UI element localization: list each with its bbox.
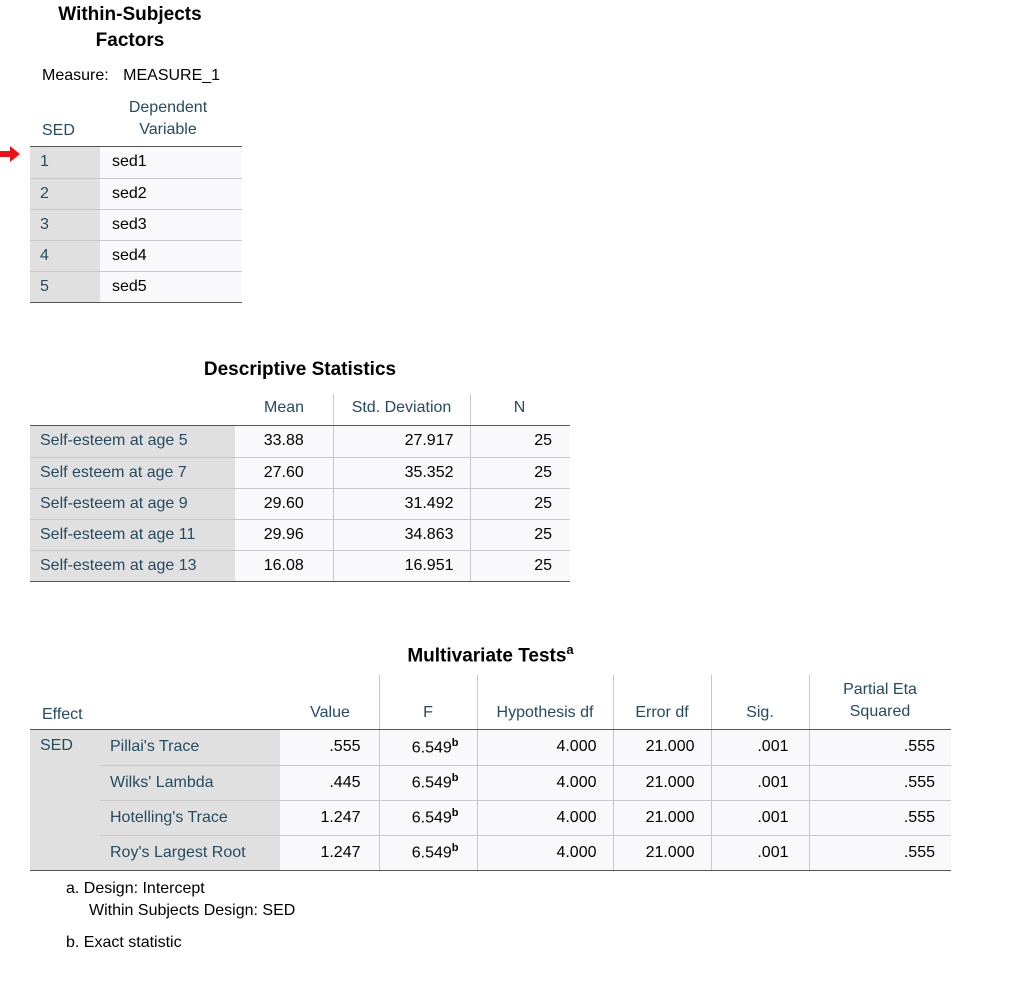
table-row[interactable]	[30, 730, 951, 765]
mv-title	[30, 637, 951, 669]
mv-test: Wilks' Lambda	[100, 765, 280, 800]
wsf-level: 5	[30, 271, 100, 302]
table-row[interactable]	[30, 209, 242, 240]
wsf-level: 1	[30, 147, 100, 178]
desc-sd: 34.863	[333, 519, 470, 550]
mv-f-value: 6.549	[411, 844, 452, 862]
mv-f	[379, 835, 477, 870]
desc-sd: 27.917	[333, 426, 470, 457]
mv-col-f: F	[423, 704, 433, 721]
table-row[interactable]	[30, 765, 951, 800]
measure-label	[42, 67, 220, 85]
desc-col-sd: Std. Deviation	[351, 399, 452, 416]
mv-edf: 21.000	[613, 765, 711, 800]
mv-value: .555	[280, 730, 379, 765]
desc-title: Descriptive Statistics	[203, 359, 397, 380]
mv-col-effect: Effect	[42, 706, 83, 723]
desc-col-n: N	[513, 399, 526, 416]
wsf-var: sed5	[100, 271, 242, 302]
mv-test: Hotelling's Trace	[100, 800, 280, 835]
wsf-title-line2: Factors	[95, 30, 165, 51]
selection-arrow-icon	[0, 146, 20, 162]
desc-mean: 27.60	[235, 457, 333, 488]
desc-mean: 16.08	[235, 550, 333, 581]
mv-col-hypothesis-df: Hypothesis df	[496, 704, 594, 721]
table-row[interactable]	[30, 457, 570, 488]
mv-eta: .555	[809, 800, 951, 835]
mv-f-footnote-marker: b	[451, 737, 459, 750]
desc-sd: 35.352	[333, 457, 470, 488]
mv-eta: .555	[809, 835, 951, 870]
desc-row-label: Self-esteem at age 13	[30, 550, 235, 581]
desc-mean: 29.60	[235, 488, 333, 519]
desc-row-label: Self-esteem at age 11	[30, 519, 235, 550]
mv-col-eta-line2: Squared	[849, 703, 911, 720]
desc-row-label: Self-esteem at age 5	[30, 426, 235, 457]
mv-table	[30, 730, 951, 871]
wsf-level: 2	[30, 178, 100, 209]
desc-mean: 29.96	[235, 519, 333, 550]
wsf-var: sed3	[100, 209, 242, 240]
mv-test: Pillai's Trace	[100, 730, 280, 765]
mv-f-value: 6.549	[411, 774, 452, 792]
desc-n: 25	[470, 457, 570, 488]
table-row[interactable]	[30, 519, 570, 550]
wsf-table	[30, 147, 242, 303]
table-row[interactable]	[30, 147, 242, 178]
measure-label-text: Measure:	[42, 67, 109, 84]
mv-f	[379, 730, 477, 765]
desc-row-label: Self-esteem at age 9	[30, 488, 235, 519]
desc-sd: 31.492	[333, 488, 470, 519]
mv-hdf: 4.000	[477, 730, 613, 765]
mv-col-error-df: Error df	[635, 704, 689, 721]
table-row[interactable]	[30, 426, 570, 457]
mv-f-footnote-marker: b	[451, 842, 459, 855]
mv-edf: 21.000	[613, 730, 711, 765]
mv-value: .445	[280, 765, 379, 800]
wsf-title	[30, 2, 230, 54]
mv-title-footnote-marker: a	[566, 642, 574, 657]
desc-header	[235, 394, 569, 424]
footnote-b: b. Exact statistic	[66, 934, 182, 951]
measure-value: MEASURE_1	[123, 67, 221, 84]
mv-f-footnote-marker: b	[451, 772, 459, 785]
mv-col-sig: Sig.	[746, 704, 774, 721]
mv-sig: .001	[711, 730, 809, 765]
mv-col-value: Value	[310, 704, 350, 721]
wsf-var: sed1	[100, 147, 242, 178]
mv-f	[379, 800, 477, 835]
table-row[interactable]	[30, 271, 242, 302]
desc-n: 25	[470, 488, 570, 519]
wsf-var: sed4	[100, 240, 242, 271]
wsf-title-line1: Within-Subjects	[58, 4, 202, 25]
wsf-var: sed2	[100, 178, 242, 209]
mv-hdf: 4.000	[477, 765, 613, 800]
footnote-a-line1: a. Design: Intercept	[66, 880, 205, 897]
desc-row-label: Self esteem at age 7	[30, 457, 235, 488]
mv-title-text: Multivariate Tests	[407, 645, 567, 667]
mv-sig: .001	[711, 800, 809, 835]
mv-value: 1.247	[280, 800, 379, 835]
mv-sig: .001	[711, 765, 809, 800]
footnote-a-line2: Within Subjects Design: SED	[89, 902, 296, 919]
mv-hdf: 4.000	[477, 800, 613, 835]
table-row[interactable]	[30, 800, 951, 835]
mv-effect: SED	[30, 730, 100, 870]
mv-f-footnote-marker: b	[451, 807, 459, 820]
wsf-col-dep-line2: Variable	[139, 121, 197, 138]
mv-eta: .555	[809, 765, 951, 800]
mv-value: 1.247	[280, 835, 379, 870]
mv-sig: .001	[711, 835, 809, 870]
desc-col-mean: Mean	[263, 399, 305, 416]
desc-sd: 16.951	[333, 550, 470, 581]
wsf-col-dep	[100, 97, 236, 141]
mv-f-value: 6.549	[411, 739, 452, 757]
mv-f	[379, 765, 477, 800]
mv-f-value: 6.549	[411, 809, 452, 827]
desc-mean: 33.88	[235, 426, 333, 457]
wsf-level: 4	[30, 240, 100, 271]
mv-eta: .555	[809, 730, 951, 765]
desc-n: 25	[470, 519, 570, 550]
mv-edf: 21.000	[613, 800, 711, 835]
desc-n: 25	[470, 550, 570, 581]
mv-header	[30, 675, 951, 729]
mv-hdf: 4.000	[477, 835, 613, 870]
mv-edf: 21.000	[613, 835, 711, 870]
wsf-col-sed: SED	[42, 122, 75, 139]
table-row[interactable]	[30, 550, 570, 581]
table-row[interactable]	[30, 835, 951, 870]
table-row[interactable]	[30, 178, 242, 209]
desc-table	[30, 426, 570, 582]
mv-col-eta	[809, 679, 951, 723]
wsf-col-dep-line1: Dependent	[128, 99, 208, 116]
table-row[interactable]	[30, 488, 570, 519]
table-row[interactable]	[30, 240, 242, 271]
mv-test: Roy's Largest Root	[100, 835, 280, 870]
wsf-level: 3	[30, 209, 100, 240]
mv-footnotes	[66, 878, 295, 954]
mv-col-eta-line1: Partial Eta	[843, 681, 917, 698]
desc-n: 25	[470, 426, 570, 457]
